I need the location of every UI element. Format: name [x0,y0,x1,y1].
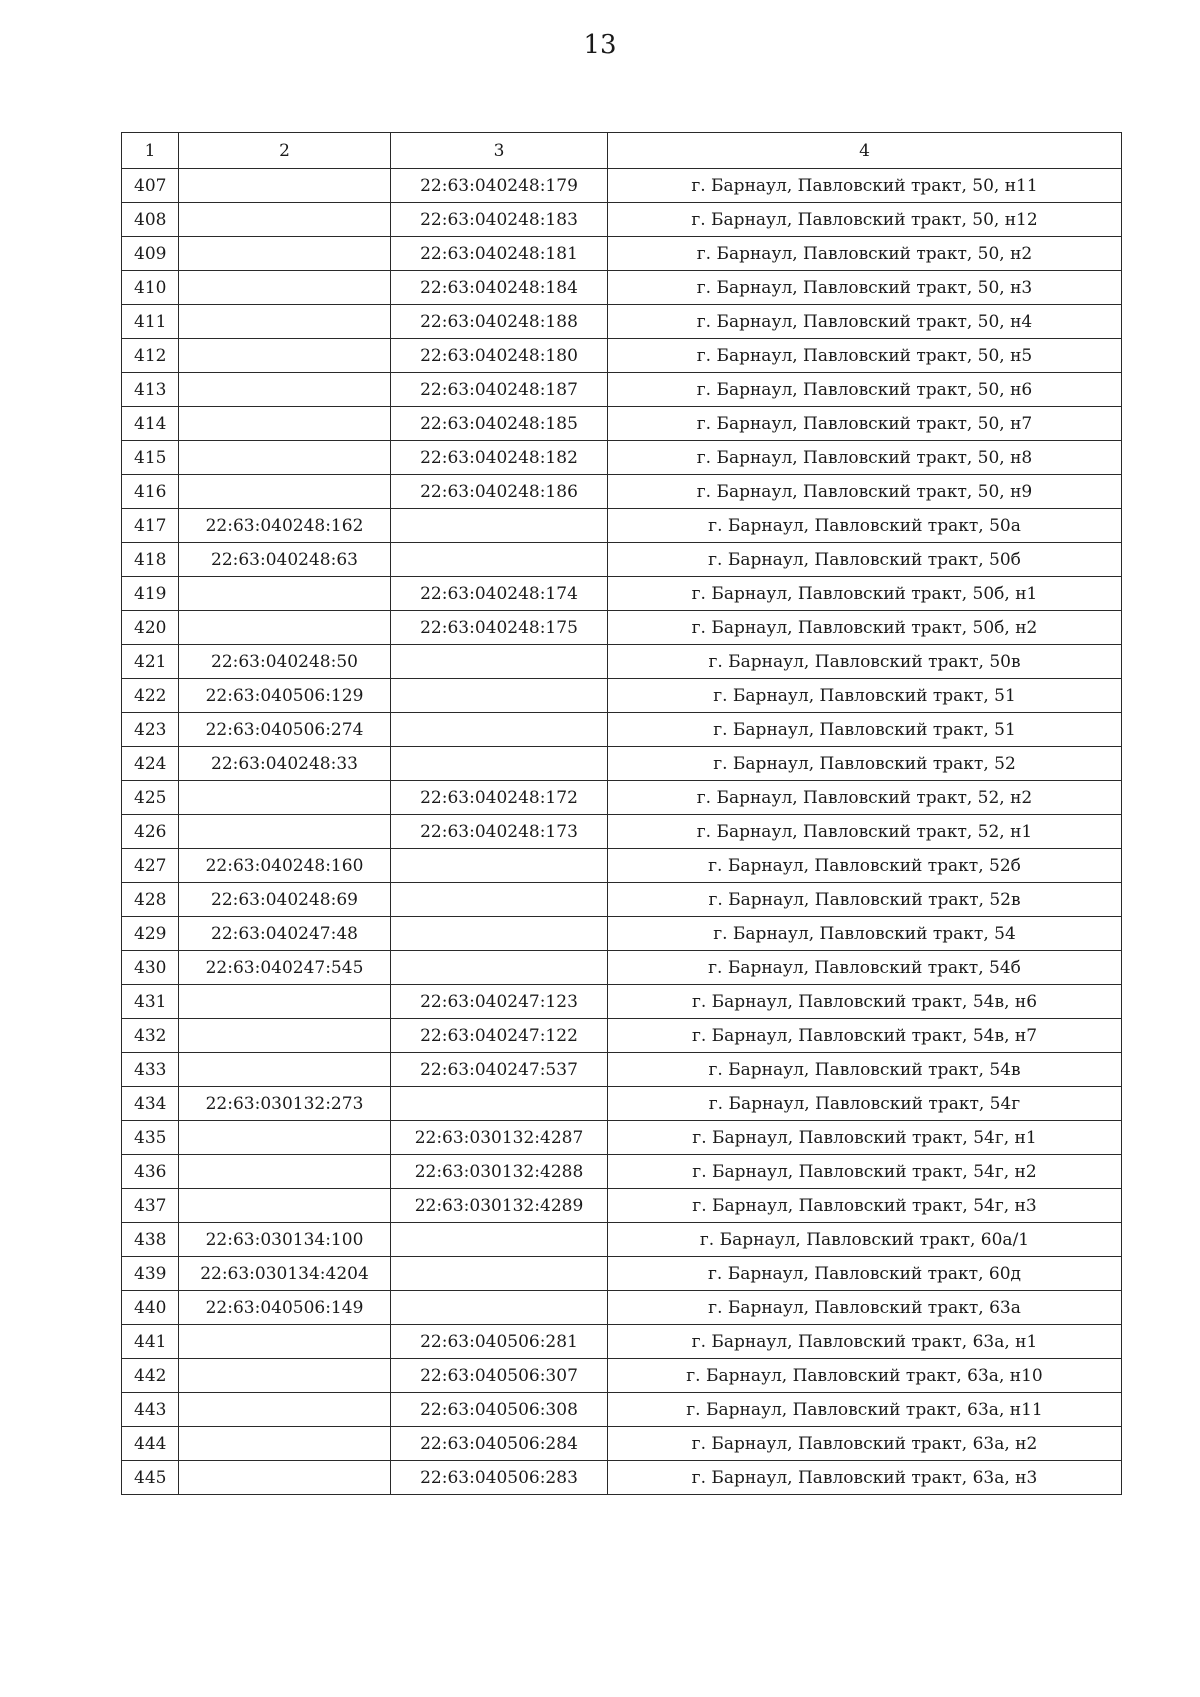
row-number-cell: 443 [122,1393,179,1427]
land-cadastral-number-cell [179,611,391,645]
land-cadastral-number-cell [179,237,391,271]
address-cell: г. Барнаул, Павловский тракт, 50б, н2 [608,611,1122,645]
table-row [122,951,1122,985]
row-number-cell: 428 [122,883,179,917]
building-cadastral-number-cell: 22:63:040248:184 [391,271,608,305]
row-number-cell: 414 [122,407,179,441]
table-row [122,509,1122,543]
land-cadastral-number-cell: 22:63:040248:69 [179,883,391,917]
address-cell: г. Барнаул, Павловский тракт, 52в [608,883,1122,917]
address-cell: г. Барнаул, Павловский тракт, 50б [608,543,1122,577]
table-row [122,815,1122,849]
land-cadastral-number-cell [179,985,391,1019]
table-row [122,305,1122,339]
address-cell: г. Барнаул, Павловский тракт, 50, н5 [608,339,1122,373]
row-number-cell: 436 [122,1155,179,1189]
row-number-cell: 444 [122,1427,179,1461]
address-cell: г. Барнаул, Павловский тракт, 54в, н7 [608,1019,1122,1053]
building-cadastral-number-cell: 22:63:030132:4289 [391,1189,608,1223]
land-cadastral-number-cell [179,169,391,203]
column-header: 1 [122,133,179,169]
table-row [122,1427,1122,1461]
row-number-cell: 415 [122,441,179,475]
row-number-cell: 432 [122,1019,179,1053]
land-cadastral-number-cell: 22:63:040248:33 [179,747,391,781]
land-cadastral-number-cell [179,1019,391,1053]
table-row [122,1189,1122,1223]
table-row [122,1359,1122,1393]
building-cadastral-number-cell [391,543,608,577]
table-row [122,373,1122,407]
row-number-cell: 425 [122,781,179,815]
row-number-cell: 419 [122,577,179,611]
row-number-cell: 418 [122,543,179,577]
land-cadastral-number-cell [179,441,391,475]
address-cell: г. Барнаул, Павловский тракт, 54г, н3 [608,1189,1122,1223]
row-number-cell: 438 [122,1223,179,1257]
row-number-cell: 409 [122,237,179,271]
row-number-cell: 413 [122,373,179,407]
row-number-cell: 439 [122,1257,179,1291]
address-cell: г. Барнаул, Павловский тракт, 54г, н1 [608,1121,1122,1155]
address-cell: г. Барнаул, Павловский тракт, 54 [608,917,1122,951]
column-header: 4 [608,133,1122,169]
address-cell: г. Барнаул, Павловский тракт, 63а, н3 [608,1461,1122,1495]
land-cadastral-number-cell [179,271,391,305]
address-cell: г. Барнаул, Павловский тракт, 51 [608,713,1122,747]
land-cadastral-number-cell [179,203,391,237]
address-cell: г. Барнаул, Павловский тракт, 63а, н10 [608,1359,1122,1393]
building-cadastral-number-cell: 22:63:040506:281 [391,1325,608,1359]
address-cell: г. Барнаул, Павловский тракт, 50в [608,645,1122,679]
land-cadastral-number-cell: 22:63:040248:50 [179,645,391,679]
address-cell: г. Барнаул, Павловский тракт, 50, н7 [608,407,1122,441]
row-number-cell: 434 [122,1087,179,1121]
row-number-cell: 416 [122,475,179,509]
table-row [122,713,1122,747]
building-cadastral-number-cell [391,509,608,543]
building-cadastral-number-cell: 22:63:040248:175 [391,611,608,645]
address-cell: г. Барнаул, Павловский тракт, 50, н9 [608,475,1122,509]
land-cadastral-number-cell [179,373,391,407]
address-cell: г. Барнаул, Павловский тракт, 63а, н1 [608,1325,1122,1359]
land-cadastral-number-cell: 22:63:030132:273 [179,1087,391,1121]
land-cadastral-number-cell [179,407,391,441]
table-row [122,407,1122,441]
address-cell: г. Барнаул, Павловский тракт, 54г [608,1087,1122,1121]
column-header: 2 [179,133,391,169]
table-row [122,203,1122,237]
table-row [122,1019,1122,1053]
address-cell: г. Барнаул, Павловский тракт, 54б [608,951,1122,985]
address-cell: г. Барнаул, Павловский тракт, 50а [608,509,1122,543]
table-row [122,1223,1122,1257]
land-cadastral-number-cell: 22:63:040248:162 [179,509,391,543]
land-cadastral-number-cell [179,1359,391,1393]
table-row [122,611,1122,645]
building-cadastral-number-cell [391,1087,608,1121]
building-cadastral-number-cell: 22:63:040506:283 [391,1461,608,1495]
building-cadastral-number-cell: 22:63:040506:284 [391,1427,608,1461]
address-cell: г. Барнаул, Павловский тракт, 63а [608,1291,1122,1325]
address-cell: г. Барнаул, Павловский тракт, 50, н8 [608,441,1122,475]
building-cadastral-number-cell: 22:63:040248:174 [391,577,608,611]
land-cadastral-number-cell: 22:63:030134:4204 [179,1257,391,1291]
row-number-cell: 430 [122,951,179,985]
table-row [122,1121,1122,1155]
land-cadastral-number-cell [179,339,391,373]
land-cadastral-number-cell [179,1427,391,1461]
table-body [122,133,1122,1495]
address-cell: г. Барнаул, Павловский тракт, 63а, н2 [608,1427,1122,1461]
building-cadastral-number-cell: 22:63:040248:188 [391,305,608,339]
row-number-cell: 417 [122,509,179,543]
address-cell: г. Барнаул, Павловский тракт, 50, н4 [608,305,1122,339]
building-cadastral-number-cell [391,645,608,679]
row-number-cell: 429 [122,917,179,951]
building-cadastral-number-cell [391,1257,608,1291]
land-cadastral-number-cell: 22:63:040247:48 [179,917,391,951]
land-cadastral-number-cell [179,781,391,815]
land-cadastral-number-cell: 22:63:040248:63 [179,543,391,577]
row-number-cell: 410 [122,271,179,305]
table-row [122,475,1122,509]
building-cadastral-number-cell [391,917,608,951]
row-number-cell: 422 [122,679,179,713]
building-cadastral-number-cell: 22:63:040248:179 [391,169,608,203]
table-row [122,1087,1122,1121]
row-number-cell: 445 [122,1461,179,1495]
table-row [122,645,1122,679]
address-cell: г. Барнаул, Павловский тракт, 63а, н11 [608,1393,1122,1427]
address-cell: г. Барнаул, Павловский тракт, 50б, н1 [608,577,1122,611]
land-cadastral-number-cell: 22:63:030134:100 [179,1223,391,1257]
table-row [122,849,1122,883]
land-cadastral-number-cell [179,1189,391,1223]
row-number-cell: 431 [122,985,179,1019]
building-cadastral-number-cell: 22:63:030132:4287 [391,1121,608,1155]
building-cadastral-number-cell [391,883,608,917]
table-row [122,441,1122,475]
row-number-cell: 412 [122,339,179,373]
row-number-cell: 427 [122,849,179,883]
land-cadastral-number-cell [179,815,391,849]
land-cadastral-number-cell: 22:63:040248:160 [179,849,391,883]
land-cadastral-number-cell [179,475,391,509]
row-number-cell: 437 [122,1189,179,1223]
land-cadastral-number-cell [179,1155,391,1189]
table-row [122,1393,1122,1427]
table-row [122,1325,1122,1359]
building-cadastral-number-cell [391,679,608,713]
address-cell: г. Барнаул, Павловский тракт, 60а/1 [608,1223,1122,1257]
row-number-cell: 411 [122,305,179,339]
building-cadastral-number-cell [391,713,608,747]
address-cell: г. Барнаул, Павловский тракт, 54в [608,1053,1122,1087]
building-cadastral-number-cell: 22:63:040247:122 [391,1019,608,1053]
land-cadastral-number-cell: 22:63:040247:545 [179,951,391,985]
row-number-cell: 423 [122,713,179,747]
land-cadastral-number-cell [179,1053,391,1087]
row-number-cell: 441 [122,1325,179,1359]
building-cadastral-number-cell [391,849,608,883]
building-cadastral-number-cell: 22:63:040248:181 [391,237,608,271]
address-cell: г. Барнаул, Павловский тракт, 50, н2 [608,237,1122,271]
land-cadastral-number-cell: 22:63:040506:129 [179,679,391,713]
address-cell: г. Барнаул, Павловский тракт, 50, н6 [608,373,1122,407]
table-row [122,1257,1122,1291]
table-row [122,1291,1122,1325]
building-cadastral-number-cell: 22:63:040248:173 [391,815,608,849]
land-cadastral-number-cell: 22:63:040506:274 [179,713,391,747]
row-number-cell: 442 [122,1359,179,1393]
table-row [122,883,1122,917]
building-cadastral-number-cell [391,1291,608,1325]
land-cadastral-number-cell [179,1393,391,1427]
building-cadastral-number-cell: 22:63:040247:123 [391,985,608,1019]
building-cadastral-number-cell: 22:63:040247:537 [391,1053,608,1087]
building-cadastral-number-cell: 22:63:040248:185 [391,407,608,441]
table-row [122,1155,1122,1189]
table-row [122,985,1122,1019]
table-row [122,237,1122,271]
land-cadastral-number-cell: 22:63:040506:149 [179,1291,391,1325]
address-cell: г. Барнаул, Павловский тракт, 50, н12 [608,203,1122,237]
table-header-row [122,133,1122,169]
address-cell: г. Барнаул, Павловский тракт, 54в, н6 [608,985,1122,1019]
building-cadastral-number-cell [391,951,608,985]
building-cadastral-number-cell: 22:63:040248:183 [391,203,608,237]
address-cell: г. Барнаул, Павловский тракт, 51 [608,679,1122,713]
row-number-cell: 408 [122,203,179,237]
row-number-cell: 421 [122,645,179,679]
table-row [122,917,1122,951]
building-cadastral-number-cell: 22:63:040248:182 [391,441,608,475]
land-cadastral-number-cell [179,1121,391,1155]
table-row [122,271,1122,305]
building-cadastral-number-cell: 22:63:040248:172 [391,781,608,815]
table-row [122,747,1122,781]
address-cell: г. Барнаул, Павловский тракт, 60д [608,1257,1122,1291]
building-cadastral-number-cell: 22:63:040506:307 [391,1359,608,1393]
building-cadastral-number-cell: 22:63:040248:180 [391,339,608,373]
address-cell: г. Барнаул, Павловский тракт, 52, н2 [608,781,1122,815]
table-row [122,543,1122,577]
property-table [121,132,1122,1495]
row-number-cell: 420 [122,611,179,645]
table-row [122,339,1122,373]
address-cell: г. Барнаул, Павловский тракт, 50, н11 [608,169,1122,203]
land-cadastral-number-cell [179,1461,391,1495]
row-number-cell: 424 [122,747,179,781]
table-row [122,577,1122,611]
land-cadastral-number-cell [179,1325,391,1359]
building-cadastral-number-cell: 22:63:030132:4288 [391,1155,608,1189]
address-cell: г. Барнаул, Павловский тракт, 52 [608,747,1122,781]
column-header: 3 [391,133,608,169]
row-number-cell: 426 [122,815,179,849]
table-row [122,1053,1122,1087]
land-cadastral-number-cell [179,305,391,339]
address-cell: г. Барнаул, Павловский тракт, 50, н3 [608,271,1122,305]
table-row [122,781,1122,815]
building-cadastral-number-cell [391,1223,608,1257]
table-row [122,1461,1122,1495]
building-cadastral-number-cell: 22:63:040248:187 [391,373,608,407]
address-cell: г. Барнаул, Павловский тракт, 52, н1 [608,815,1122,849]
row-number-cell: 440 [122,1291,179,1325]
address-cell: г. Барнаул, Павловский тракт, 52б [608,849,1122,883]
table-row [122,679,1122,713]
building-cadastral-number-cell: 22:63:040248:186 [391,475,608,509]
row-number-cell: 407 [122,169,179,203]
page-number: 13 [583,30,617,60]
land-cadastral-number-cell [179,577,391,611]
table-row [122,169,1122,203]
row-number-cell: 435 [122,1121,179,1155]
row-number-cell: 433 [122,1053,179,1087]
building-cadastral-number-cell: 22:63:040506:308 [391,1393,608,1427]
address-cell: г. Барнаул, Павловский тракт, 54г, н2 [608,1155,1122,1189]
building-cadastral-number-cell [391,747,608,781]
